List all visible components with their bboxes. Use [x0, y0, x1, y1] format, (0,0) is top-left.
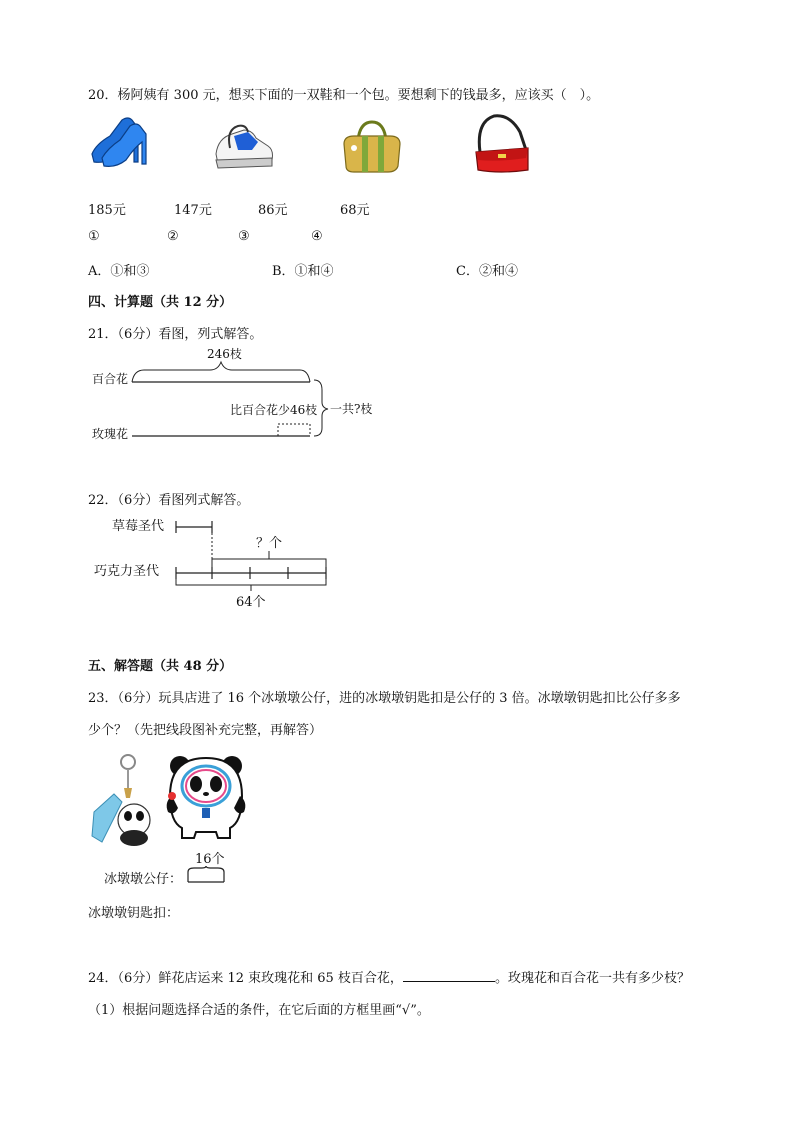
- bing-dwen-dwen-keychain-icon: [88, 752, 158, 848]
- q21-less-label: 比百合花少46枝: [230, 403, 318, 417]
- q20-option-a[interactable]: A．①和③: [88, 264, 150, 279]
- q21-total-label: 一共?枝: [330, 402, 373, 416]
- q20-option-c[interactable]: C．②和④: [456, 264, 518, 279]
- q20-price-2: 147元: [174, 203, 212, 218]
- q23-doll-label: 冰墩墩公仔：: [104, 872, 183, 887]
- q20-option-b[interactable]: B．①和④: [272, 264, 334, 279]
- section-5-title: 五、解答题（共 48 分）: [88, 659, 233, 674]
- q23-figure-label: 16个: [195, 852, 225, 867]
- q23-keychain-label: 冰墩墩钥匙扣：: [88, 906, 180, 921]
- q21-lily-label: 百合花: [92, 372, 129, 386]
- q20-mark-4: ④: [311, 229, 323, 244]
- q24-sub1: （1）根据问题选择合适的条件，在它后面的方框里画“√”。: [88, 1003, 430, 1018]
- q22-strawberry-label: 草莓圣代: [112, 519, 165, 534]
- q22-line-diagram: [94, 513, 334, 613]
- sneaker-icon: [212, 120, 276, 174]
- q24-stem: [88, 967, 690, 986]
- yellow-bag-icon: [340, 118, 404, 174]
- section-4-title: 四、计算题（共 12 分）: [88, 295, 233, 310]
- q20-mark-3: ③: [238, 229, 250, 244]
- q22-stem: 22．（6分）看图列式解答。: [88, 493, 250, 508]
- q22-total-label: 64个: [236, 595, 266, 610]
- q20-price-3: 86元: [258, 203, 288, 218]
- q23-stem-line1: 23．（6分）玩具店进了 16 个冰墩墩公仔，进的冰墩墩钥匙扣是公仔的 3 倍。冰墩墩钥匙扣比公仔多多: [88, 691, 681, 706]
- q23-doll-segment: [186, 866, 226, 884]
- q22-chocolate-label: 巧克力圣代: [94, 564, 160, 579]
- q24-answer-blank[interactable]: [403, 969, 495, 982]
- q21-rose-label: 玫瑰花: [92, 427, 129, 441]
- q20-price-4: 68元: [340, 203, 370, 218]
- high-heel-shoes-icon: [88, 114, 154, 166]
- q21-stem: 21．（6分）看图，列式解答。: [88, 327, 263, 342]
- q24-stem-before: 24．（6分）鲜花店运来 12 束玫瑰花和 65 枝百合花，: [88, 971, 403, 986]
- q21-line-diagram: [92, 344, 382, 444]
- red-handbag-icon: [470, 112, 532, 174]
- q20-price-1: 185元: [88, 203, 126, 218]
- q20-mark-1: ①: [88, 229, 100, 244]
- q24-stem-after: 。玫瑰花和百合花一共有多少枝？: [494, 971, 690, 986]
- q23-stem-line2: 少个？（先把线段图补充完整，再解答）: [88, 723, 323, 738]
- q20-mark-2: ②: [167, 229, 179, 244]
- q22-question-label: ？个: [256, 536, 283, 551]
- q21-lily-count: 246枝: [207, 347, 242, 361]
- bing-dwen-dwen-doll-icon: [160, 752, 252, 842]
- q20-stem: 20．杨阿姨有 300 元，想买下面的一双鞋和一个包。要想剩下的钱最多，应该买（ ）。: [88, 88, 600, 103]
